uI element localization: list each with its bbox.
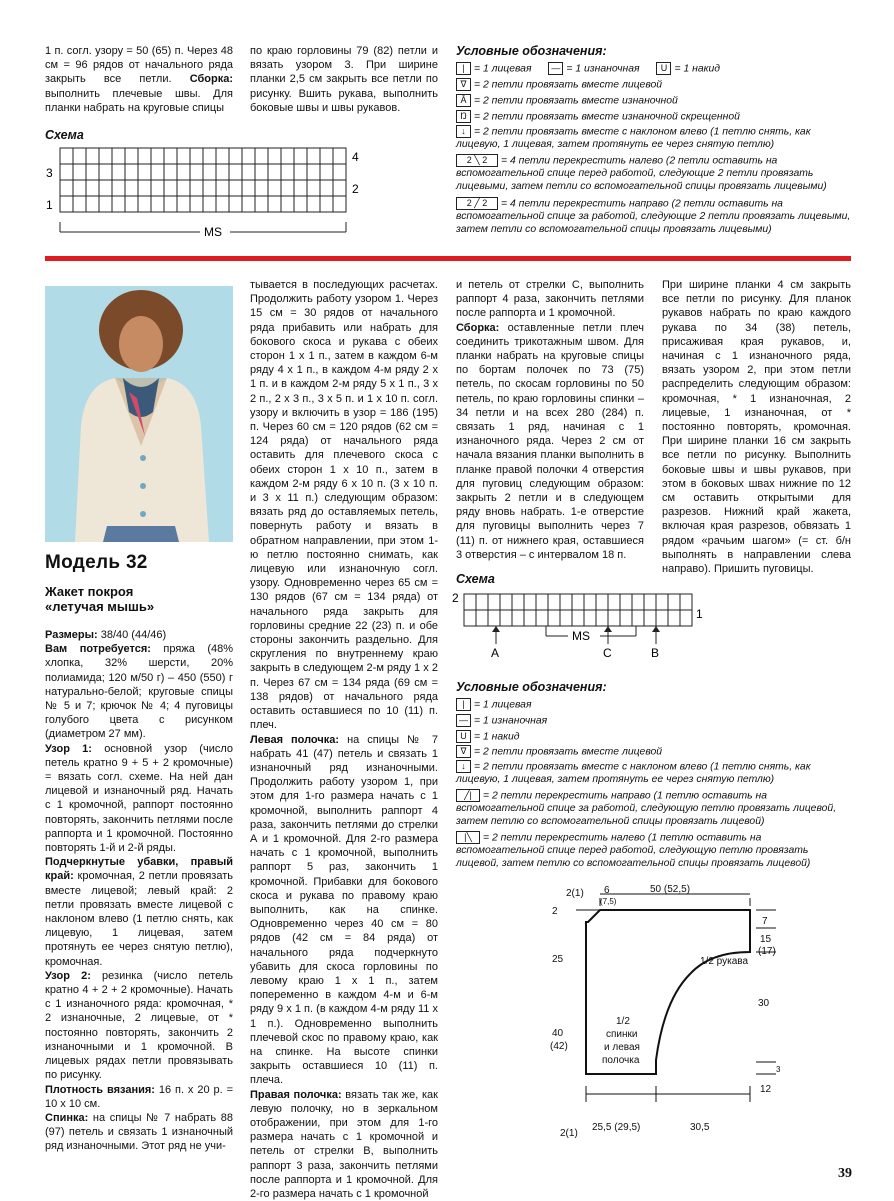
model-title: Модель 32 xyxy=(45,552,148,573)
back-continued-paragraph xyxy=(250,278,438,733)
arrow-label-c: C xyxy=(603,646,612,660)
para-heading: Плотность вязания: xyxy=(45,1083,155,1096)
row-label-2: 2 xyxy=(352,182,359,196)
back-paragraph xyxy=(45,1111,233,1154)
dim-top-75: (7,5) xyxy=(600,897,617,906)
materials-paragraph xyxy=(45,642,233,741)
pattern2-paragraph xyxy=(45,969,233,1083)
legend-text: = 4 петли перекрестить направо (2 петли оставить на вспомогательной спице за работой, следующие 2 петли провязать лицевыми, затем петли со вспомогательной спицы провязать лицевыми) xyxy=(456,198,851,236)
model-col-1 xyxy=(45,628,233,1154)
para-text: и петель от стрелки С, выполнить раппорт 4 раза, закончить петлями после раппорта и 1 кромочной. xyxy=(456,279,644,320)
top-text-col-2 xyxy=(250,44,438,115)
para-text: 16 п. х 20 р. = 10 х 10 см. xyxy=(45,1083,234,1110)
garment-schematic xyxy=(540,884,800,1146)
model-legend-title: Условные обозначения: xyxy=(456,680,607,694)
top-stitch-chart xyxy=(40,142,380,246)
dim-bot-305: 30,5 xyxy=(690,1122,710,1133)
legend-text: = 2 петли перекрестить направо (1 петлю оставить на вспомогательной спице за работой, следующую петлю провязать лицевой, затем петлю со вспомогательной спицы провязать лицевой) xyxy=(456,790,837,828)
cross-right-2-icon: ╱| xyxy=(456,789,480,802)
gauge-paragraph xyxy=(45,1083,233,1111)
para-heading: Спинка: xyxy=(45,1111,89,1124)
para-text: пряжа (48% хлопка, 32% шерсти, 20% полиамида; 120 м/50 г) – 450 (550) г натурально-белой; круговые спицы № 5 и 7; крючок № 4; 4 пуговицы голубого цвета с рисунком (диаметром 27 мм). xyxy=(45,643,233,741)
dim-right-7: 7 xyxy=(762,916,768,927)
arrow-label-b: B xyxy=(651,646,660,660)
top-legend-row-7 xyxy=(456,197,851,236)
model-legend-row-5 xyxy=(456,760,851,786)
top-legend-row-2 xyxy=(456,78,851,91)
p2tog-tbl-icon: Ŋ xyxy=(456,110,471,123)
para-text: 38/40 (44/46) xyxy=(97,629,167,641)
para-text: резинка (число петель кратно 4 + 2 + 2 кромочные). Начать с 1 изнаночного ряда: кромочная, * 2 изнаночные, 2 лицевые, от * постоянно повторять, закончить 2 изнаночными и 1 кромочной. В лицевых рядах петли провязывать по рисунку. xyxy=(45,969,233,1082)
para-text: основной узор (число петель кратно 9 + 5 + 2 кромочные) = вязать согл. схеме. На ней дан лицевой и изнаночный ряд. Начать с 1 кромочной, раппорт постоянно повторять, закончить петлями после раппорта и 1 кромочной. Постоянно повторять 1-й и 2-й ряды. xyxy=(45,742,234,855)
body-label-3: и левая xyxy=(604,1042,640,1053)
para-text: на спицы № 7 набрать 88 (97) петель и связать 1 изнаночный ряд изнаночными. Этот ряд не учи- xyxy=(45,1111,233,1153)
para-heading: Вам потребуется: xyxy=(45,643,151,656)
top-scheme-label: Схема xyxy=(45,128,84,142)
para-text: тывается в последующих расчетах. Продолжить работу узором 1. Через 15 см = 30 рядов от начального ряда прибавить или набрать для бокового скоса и рукава с обеих сторон 1 х 1 п., затем в каждом 6-м ряду 4 х 1 п., в каждом 4-м ряду 2 х 1 п. и в каждом 2-м ряду 5 х 1 п., 3 х 2 п., 2 х 3 п., 3 х 5 п. и 1 х 10 п. согл. узору и включить в узор = 186 (195) п. Через 60 см = 120 рядов (62 см = 124 ряда) от начального ряда оставить для плечевого скоса с обеих сторон 1 х 10 п., затем в каждом 2-м ряду 6 х 10 п. (3 х 10 п. и 3 х 11 п.) следующим образом: вязать ряд до оставляемых петель, повернуть работу и вязать в обратном направлении, при этом 1-ю петлю постоянно снимать, как лицевую или изнаночную согл. узору. Одновременно через 65 см = 130 рядов (67 см = 134 ряда) от начального ряда закрыть для горловины средние 22 (23) п. и обе стороны закончить раздельно. Для скругления по внутреннему краю закрыть в следующем 2-м ряду 1 х 2 п. Через 67 см = 134 ряда (69 см = 138 рядов) от начального ряда оставить оставшиеся по 10 (11) п. плеч. xyxy=(250,279,438,732)
body-label-1: 1/2 xyxy=(616,1016,630,1027)
para-heading: Подчеркнутые убавки, правый край: xyxy=(45,856,233,883)
legend-text: = 1 изнаночная xyxy=(566,63,640,75)
page-number: 39 xyxy=(838,1166,852,1181)
model-row-label-1: 1 xyxy=(696,607,703,621)
legend-text: = 1 изнаночная xyxy=(474,715,548,727)
model-stitch-chart xyxy=(450,588,710,660)
k2tog-icon: ∇ xyxy=(456,745,471,758)
row-label-1: 1 xyxy=(46,198,53,212)
model-legend-row-3 xyxy=(456,730,851,743)
model-subtitle xyxy=(45,584,154,614)
section-divider xyxy=(45,256,851,261)
para-heading: Правая полочка: xyxy=(250,1088,342,1101)
pattern1-paragraph xyxy=(45,742,233,856)
legend-text: = 2 петли провязать вместе изнаночной xyxy=(474,95,678,107)
model-col-3 xyxy=(456,278,644,562)
top-legend-row-5 xyxy=(456,125,851,151)
subtitle-line-2: «летучая мышь» xyxy=(45,599,155,614)
cross-left-2-icon: |╲ xyxy=(456,831,480,844)
dim-right-3: 3 xyxy=(776,1065,781,1074)
dim-top-50: 50 (52,5) xyxy=(650,884,691,895)
dim-top-2-1: 2(1) xyxy=(566,888,584,899)
dim-right-15: 15 xyxy=(760,934,772,945)
left-front-paragraph xyxy=(250,733,438,1088)
body-label-2: спинки xyxy=(606,1029,638,1040)
model-row-label-2: 2 xyxy=(452,591,459,605)
row-label-4: 4 xyxy=(352,150,359,164)
knit-icon: | xyxy=(456,698,471,711)
purl-icon: — xyxy=(548,62,563,75)
dim-top-6: 6 xyxy=(604,885,610,896)
model-photo xyxy=(45,286,233,542)
top-legend-row-3 xyxy=(456,94,851,107)
legend-text: = 2 петли провязать вместе лицевой xyxy=(474,746,663,758)
legend-text: = 1 накид xyxy=(474,731,520,743)
ssk-icon: ↓ xyxy=(456,760,471,773)
right-front-continued-paragraph xyxy=(456,278,644,321)
para-heading: Узор 1: xyxy=(45,742,92,755)
model-legend-row-2 xyxy=(456,714,851,727)
model-scheme-label: Схема xyxy=(456,572,495,586)
para-heading: Сборка: xyxy=(456,321,500,334)
right-front-paragraph xyxy=(250,1088,438,1201)
row-label-3: 3 xyxy=(46,166,53,180)
body-label-4: полочка xyxy=(602,1055,640,1066)
top-legend-row-1 xyxy=(456,62,851,75)
para-heading: Левая полочка: xyxy=(250,733,340,746)
para-heading: Размеры: xyxy=(45,629,98,641)
model-legend-row-4 xyxy=(456,745,851,758)
model-col-4 xyxy=(662,278,851,576)
model-legend-row-6 xyxy=(456,789,851,828)
p2tog-icon: Ā xyxy=(456,94,471,107)
k2tog-icon: ∇ xyxy=(456,78,471,91)
top-col1-text: 1 п. согл. узору = 50 (65) п. Через 48 см = 96 рядов от начального ряда закрыть все петли. xyxy=(45,45,233,86)
cable-left-4-icon: 2 ╲ 2 xyxy=(456,154,498,167)
legend-text: = 1 накид xyxy=(674,63,721,75)
dim-bot-255: 25,5 (29,5) xyxy=(592,1122,641,1133)
dim-left-2: 2 xyxy=(552,906,558,917)
assembly-continued-paragraph: При ширине планки 4 см закрыть все петли по рисунку. Для планок рукавов набрать по краю каждого рукава по 34 (38) петель, присаживая края рукавов, и, начиная с 1 изнаночного ряда, вязать узором 2, при этом петли распределить следующим образом: кромочная, * 1 изнаночная, 2 лицевые, 1 изнаночная, от * постоянно повторять, кромочная. При ширине планки 16 см закрыть все петли по рисунку. Выполнить боковые швы и швы рукавов, при этом в боковых швах нижние по 12 см оставить открытыми для разрезов. Нижний край жакета, включая края разрезов, обвязать 1 рядом «рачьим шагом» (= ст. б/н выполнять в направлении слева направо). Пришить пуговицы. xyxy=(662,279,851,576)
yarn-over-icon: U xyxy=(456,730,471,743)
legend-text: = 2 петли провязать вместе изнаночной скрещенной xyxy=(474,111,740,123)
model-ms-label: MS xyxy=(572,629,590,643)
legend-text: = 2 петли провязать вместе с наклоном влево (1 петлю снять, как лицевую, 1 лицевая, затем протянуть ее через снятую петлю) xyxy=(456,761,811,786)
para-text: вязать так же, как левую полочку, но в зеркальном отображении, при этом для 1-го размера начать с 1 кромочной и петель от стрелки В, выполнить раппорт 3 раза, закончить петлями после раппорта и 1 кромочной. Для 2-го размера начать с 1 кромочной xyxy=(250,1088,438,1200)
top-ms-label: MS xyxy=(204,225,222,239)
sleeve-label: 1/2 рукава xyxy=(700,956,749,967)
cable-right-4-icon: 2 ╱ 2 xyxy=(456,197,498,210)
top-text-col-1 xyxy=(45,44,233,115)
dim-bot-2-1: 2(1) xyxy=(560,1128,578,1139)
dim-left-40: 40 xyxy=(552,1028,564,1039)
dim-right-17: (17) xyxy=(758,946,776,957)
para-text: кромочная, 2 петли провязать вместе лицевой; левый край: 2 петли провязать вместе лицевой с наклоном влево (1 петлю снять, как лицевую, 1 лицевая, затем протянуть ее через снятую петлю), кромочная. xyxy=(45,870,233,968)
legend-text: = 2 петли провязать вместе с наклоном влево (1 петлю снять, как лицевую, 1 лицевая, затем протянуть ее через снятую петлю) xyxy=(456,126,811,151)
dim-right-12: 12 xyxy=(760,1084,772,1095)
top-legend-row-6 xyxy=(456,154,851,193)
assembly-paragraph xyxy=(456,321,644,562)
model-col-2 xyxy=(250,278,438,1201)
legend-text: = 2 петли перекрестить налево (1 петлю оставить на вспомогательной спице перед работой, следующую петлю провязать лицевой, затем петлю со вспомогательной спицы провязать лицевой) xyxy=(456,832,811,870)
dim-left-25: 25 xyxy=(552,954,564,965)
assembly-heading: Сборка: xyxy=(189,73,234,86)
legend-text: = 4 петли перекрестить налево (2 петли оставить на вспомогательной спице перед работой, следующие 2 петли провязать лицевыми, затем петли со вспомогательной спицы провязать лицевыми) xyxy=(456,155,827,193)
dim-right-30: 30 xyxy=(758,998,770,1009)
legend-text: = 1 лицевая xyxy=(474,699,532,711)
para-heading: Узор 2: xyxy=(45,969,91,982)
decreases-paragraph xyxy=(45,855,233,969)
yarn-over-icon: U xyxy=(656,62,671,75)
sizes-paragraph xyxy=(45,628,233,642)
top-col2-text: по краю горловины 79 (82) петли и вязать узором 3. При ширине планки 2,5 см закрыть все петли по рисунку. Вшить рукава, выполнить боковые швы и швы рукавов. xyxy=(250,45,438,114)
subtitle-line-1: Жакет покроя xyxy=(45,584,134,599)
dim-left-42: (42) xyxy=(550,1041,568,1052)
purl-icon: — xyxy=(456,714,471,727)
assembly-text: выполнить плечевые швы. Для планки набрать на круговые спицы xyxy=(45,87,233,114)
knit-icon: | xyxy=(456,62,471,75)
top-legend-title: Условные обозначения: xyxy=(456,44,607,58)
legend-text: = 1 лицевая xyxy=(474,63,532,75)
model-legend-row-1 xyxy=(456,698,851,711)
para-text: на спицы № 7 набрать 41 (47) петель и связать 1 изнаночный ряд изнаночными. Продолжить работу узором 1, при этом для 1-го размера начать с 1 кромочной, выполнить раппорт 4 раза, закончить петлями до стрелки А и 1 кромочной. Для 2-го размера начать с 1 кромочной, выполнить раппорт 5 раз, закончить 1 кромочной. Прибавки для бокового скоса и рукава по правому краю выполнить, как на спинке. Одновременно через 40 см = 80 рядов (42 см = 84 ряда) от начального ряда подчеркнуто убавить для скоса горловины по левому краю 1 х 1 п., затем попеременно в каждом 4-м и 6-м ряду 9 х 1 п. (в каждом 4-м ряду 11 х 1 п.). Одновременно выполнить плечевой скос по правому краю, как на спинке. На высоте спинки закрыть оставшиеся 10 (11) п. плеча. xyxy=(250,733,438,1087)
para-text: оставленные петли плеч соединить трикотажным швом. Для планки набрать на круговые спицы по бортам полочек по 73 (75) петель, по скосам горловины по 50 петель, по краю горловины спинки – 34 петли и на всех 280 (284) п. связать 1 ряд, начиная с 1 изнаночного ряда. Через 2 см от начала вязания планки выполнить в планке правой полочки 4 отверстия для пуговиц следующим образом: закрыть 2 петли и в следующем ряду вновь набрать. 1-е отверстие для пуговицы выполнить через 7 (11) п. от нижнего края, оставшиеся 3 отверстия – с интервалом 18 п. xyxy=(456,321,644,561)
arrow-label-a: A xyxy=(491,646,500,660)
model-legend-row-7 xyxy=(456,831,851,870)
ssk-icon: ↓ xyxy=(456,125,471,138)
legend-text: = 2 петли провязать вместе лицевой xyxy=(474,79,663,91)
top-legend-row-4 xyxy=(456,110,851,123)
